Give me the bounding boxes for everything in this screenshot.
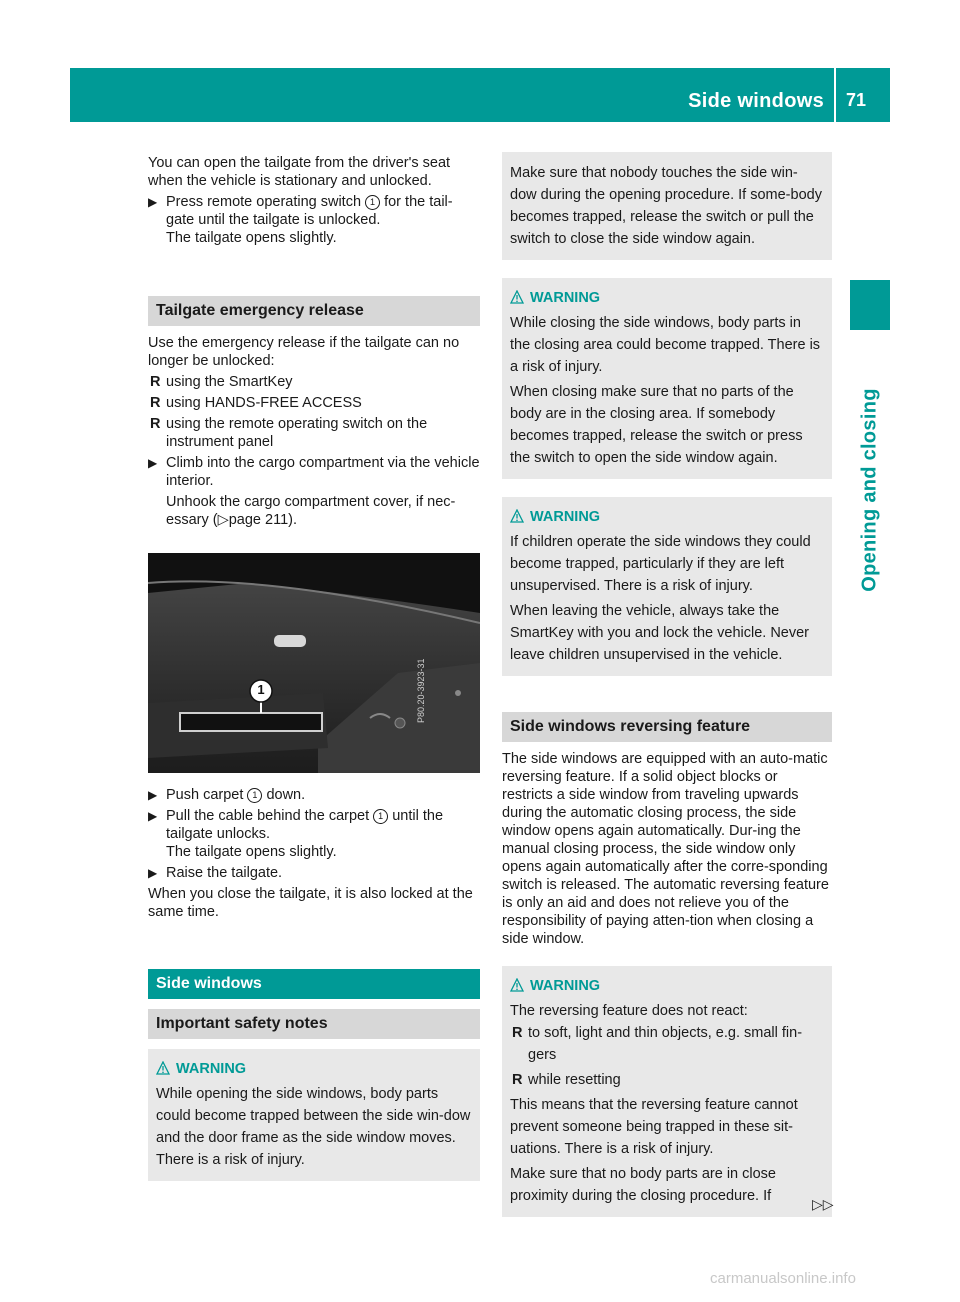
- section-heading-side-windows: Side windows: [148, 969, 480, 999]
- callout-1-icon: 1: [247, 788, 262, 803]
- warning-box: [502, 278, 832, 479]
- intro-text: You can open the tailgate from the driver's seat when the vehicle is stationary and unlocked.: [148, 155, 451, 189]
- closing-note: When you close the tailgate, it is also locked at the same time.: [148, 886, 473, 920]
- section-heading-reversing: Side windows reversing feature: [502, 712, 832, 742]
- warning-title: WARNING: [510, 507, 824, 527]
- step-arrow-icon: ▶: [148, 866, 158, 880]
- page-ref-arrow-icon: ▷: [217, 512, 229, 528]
- warning-text: This means that the reversing feature cannot prevent someone being trapped in these sit-uations. There is a risk of injury.: [510, 1097, 798, 1157]
- warning-icon: [510, 978, 524, 992]
- header-divider: [834, 68, 836, 122]
- step-arrow-icon: ▶: [148, 456, 158, 470]
- warning-text: The reversing feature does not react:: [510, 1003, 748, 1019]
- list-item: R using the remote operating switch on the instrument panel: [150, 416, 428, 450]
- note-box: [502, 152, 832, 260]
- callout-1-icon: 1: [365, 195, 380, 210]
- watermark: carmanualsonline.info: [710, 1270, 856, 1287]
- warning-title: WARNING: [510, 288, 824, 308]
- continued-marker-icon: ▷▷: [812, 1196, 834, 1212]
- left-column-side-windows: [148, 969, 480, 1181]
- warning-box: [148, 1049, 480, 1181]
- list-item: R using the SmartKey: [150, 374, 293, 390]
- step-arrow-icon: ▶: [148, 809, 158, 823]
- warning-box: [502, 966, 832, 1217]
- emergency-intro: Use the emergency release if the tailgate can no longer be unlocked:: [148, 335, 460, 369]
- warning-text: When closing make sure that no parts of the body are in the closing area. If somebody becomes trapped, release the switch or press the switch to open the side window again.: [510, 384, 803, 466]
- warning-text: While closing the side windows, body parts in the closing area could become trapped. There is a risk of injury.: [510, 315, 821, 375]
- list-item: R to soft, light and thin objects, e.g. small fin-gers: [512, 1025, 803, 1063]
- step-push-carpet: ▶ Push carpet 1 down.: [148, 787, 306, 803]
- photo-callout-label: 1: [257, 682, 265, 697]
- warning-icon: [510, 290, 524, 304]
- left-column-steps: [148, 786, 480, 924]
- warning-text: When leaving the vehicle, always take the SmartKey with you and lock the vehicle. Never leave children unsupervised in the vehicle.: [510, 603, 809, 663]
- warning-text: While opening the side windows, body parts could become trapped between the side win-dow and the door frame as the side window moves. There is a risk of injury.: [156, 1086, 471, 1168]
- step-arrow-icon: ▶: [148, 195, 158, 209]
- chapter-tab-marker: [850, 280, 890, 330]
- list-item: R using HANDS-FREE ACCESS: [150, 395, 362, 411]
- section-heading-safety: Important safety notes: [148, 1009, 480, 1039]
- warning-title: WARNING: [510, 976, 824, 996]
- warning-box: [502, 497, 832, 676]
- step-pull-cable: ▶ Pull the cable behind the carpet 1 until the tailgate unlocks. The tailgate opens slightly.: [148, 808, 444, 860]
- callout-1-icon: 1: [373, 809, 388, 824]
- warning-text: If children operate the side windows they could become trapped, particularly if they are left unsupervised. There is a risk of injury.: [510, 534, 811, 594]
- chapter-tab: [850, 360, 890, 620]
- left-column-top: [148, 154, 480, 250]
- cargo-compartment-photo: [148, 553, 480, 773]
- note-text: Make sure that nobody touches the side win-dow during the opening procedure. If some-body becomes trapped, release the switch or pull the switch to close the side window again.: [510, 165, 822, 247]
- step-note: Unhook the cargo compartment cover, if nec-essary (▷page 211).: [166, 494, 456, 528]
- page-number: 71: [846, 90, 867, 110]
- step-press-switch: ▶ Press remote operating switch 1 for the tail-gate until the tailgate is unlocked. The tailgate opens slightly.: [148, 194, 453, 246]
- page-title: Side windows: [688, 90, 824, 112]
- warning-text: Make sure that no body parts are in close proximity during the closing procedure. If: [510, 1166, 776, 1204]
- step-climb: ▶ Climb into the cargo compartment via the vehicle interior. Unhook the cargo compartment cover, if nec-essary (▷page 211).: [148, 455, 480, 528]
- warning-icon: [156, 1061, 170, 1075]
- step-arrow-icon: ▶: [148, 788, 158, 802]
- step-raise-tailgate: ▶ Raise the tailgate.: [148, 865, 283, 881]
- step-result: The tailgate opens slightly.: [166, 230, 337, 246]
- section-heading-emergency: Tailgate emergency release: [148, 296, 480, 326]
- reversing-text: The side windows are equipped with an auto-matic reversing feature. If a solid object blocks or restricts a side window from traveling upwards during the automatic closing process, the side window opens again automatically. Dur-ing the manual closing process, the side window only opens again automatically after the corre-sponding switch is released. The automatic reversing feature is only an aid and does not relieve you of the responsibility of paying atten-tion when closing a side window.: [502, 751, 829, 947]
- warning-icon: [510, 509, 524, 523]
- chapter-tab-label: Opening and closing: [858, 388, 881, 592]
- warning-title: WARNING: [156, 1059, 472, 1079]
- step-result: The tailgate opens slightly.: [166, 844, 337, 860]
- right-column: [502, 152, 832, 1217]
- photo-code: P80.20-3923-31: [416, 658, 426, 723]
- left-column-emergency: [148, 296, 480, 532]
- list-item: R while resetting: [512, 1072, 621, 1088]
- page-reference-link[interactable]: page 211).: [228, 512, 297, 528]
- cargo-photo-drawing: [148, 553, 480, 773]
